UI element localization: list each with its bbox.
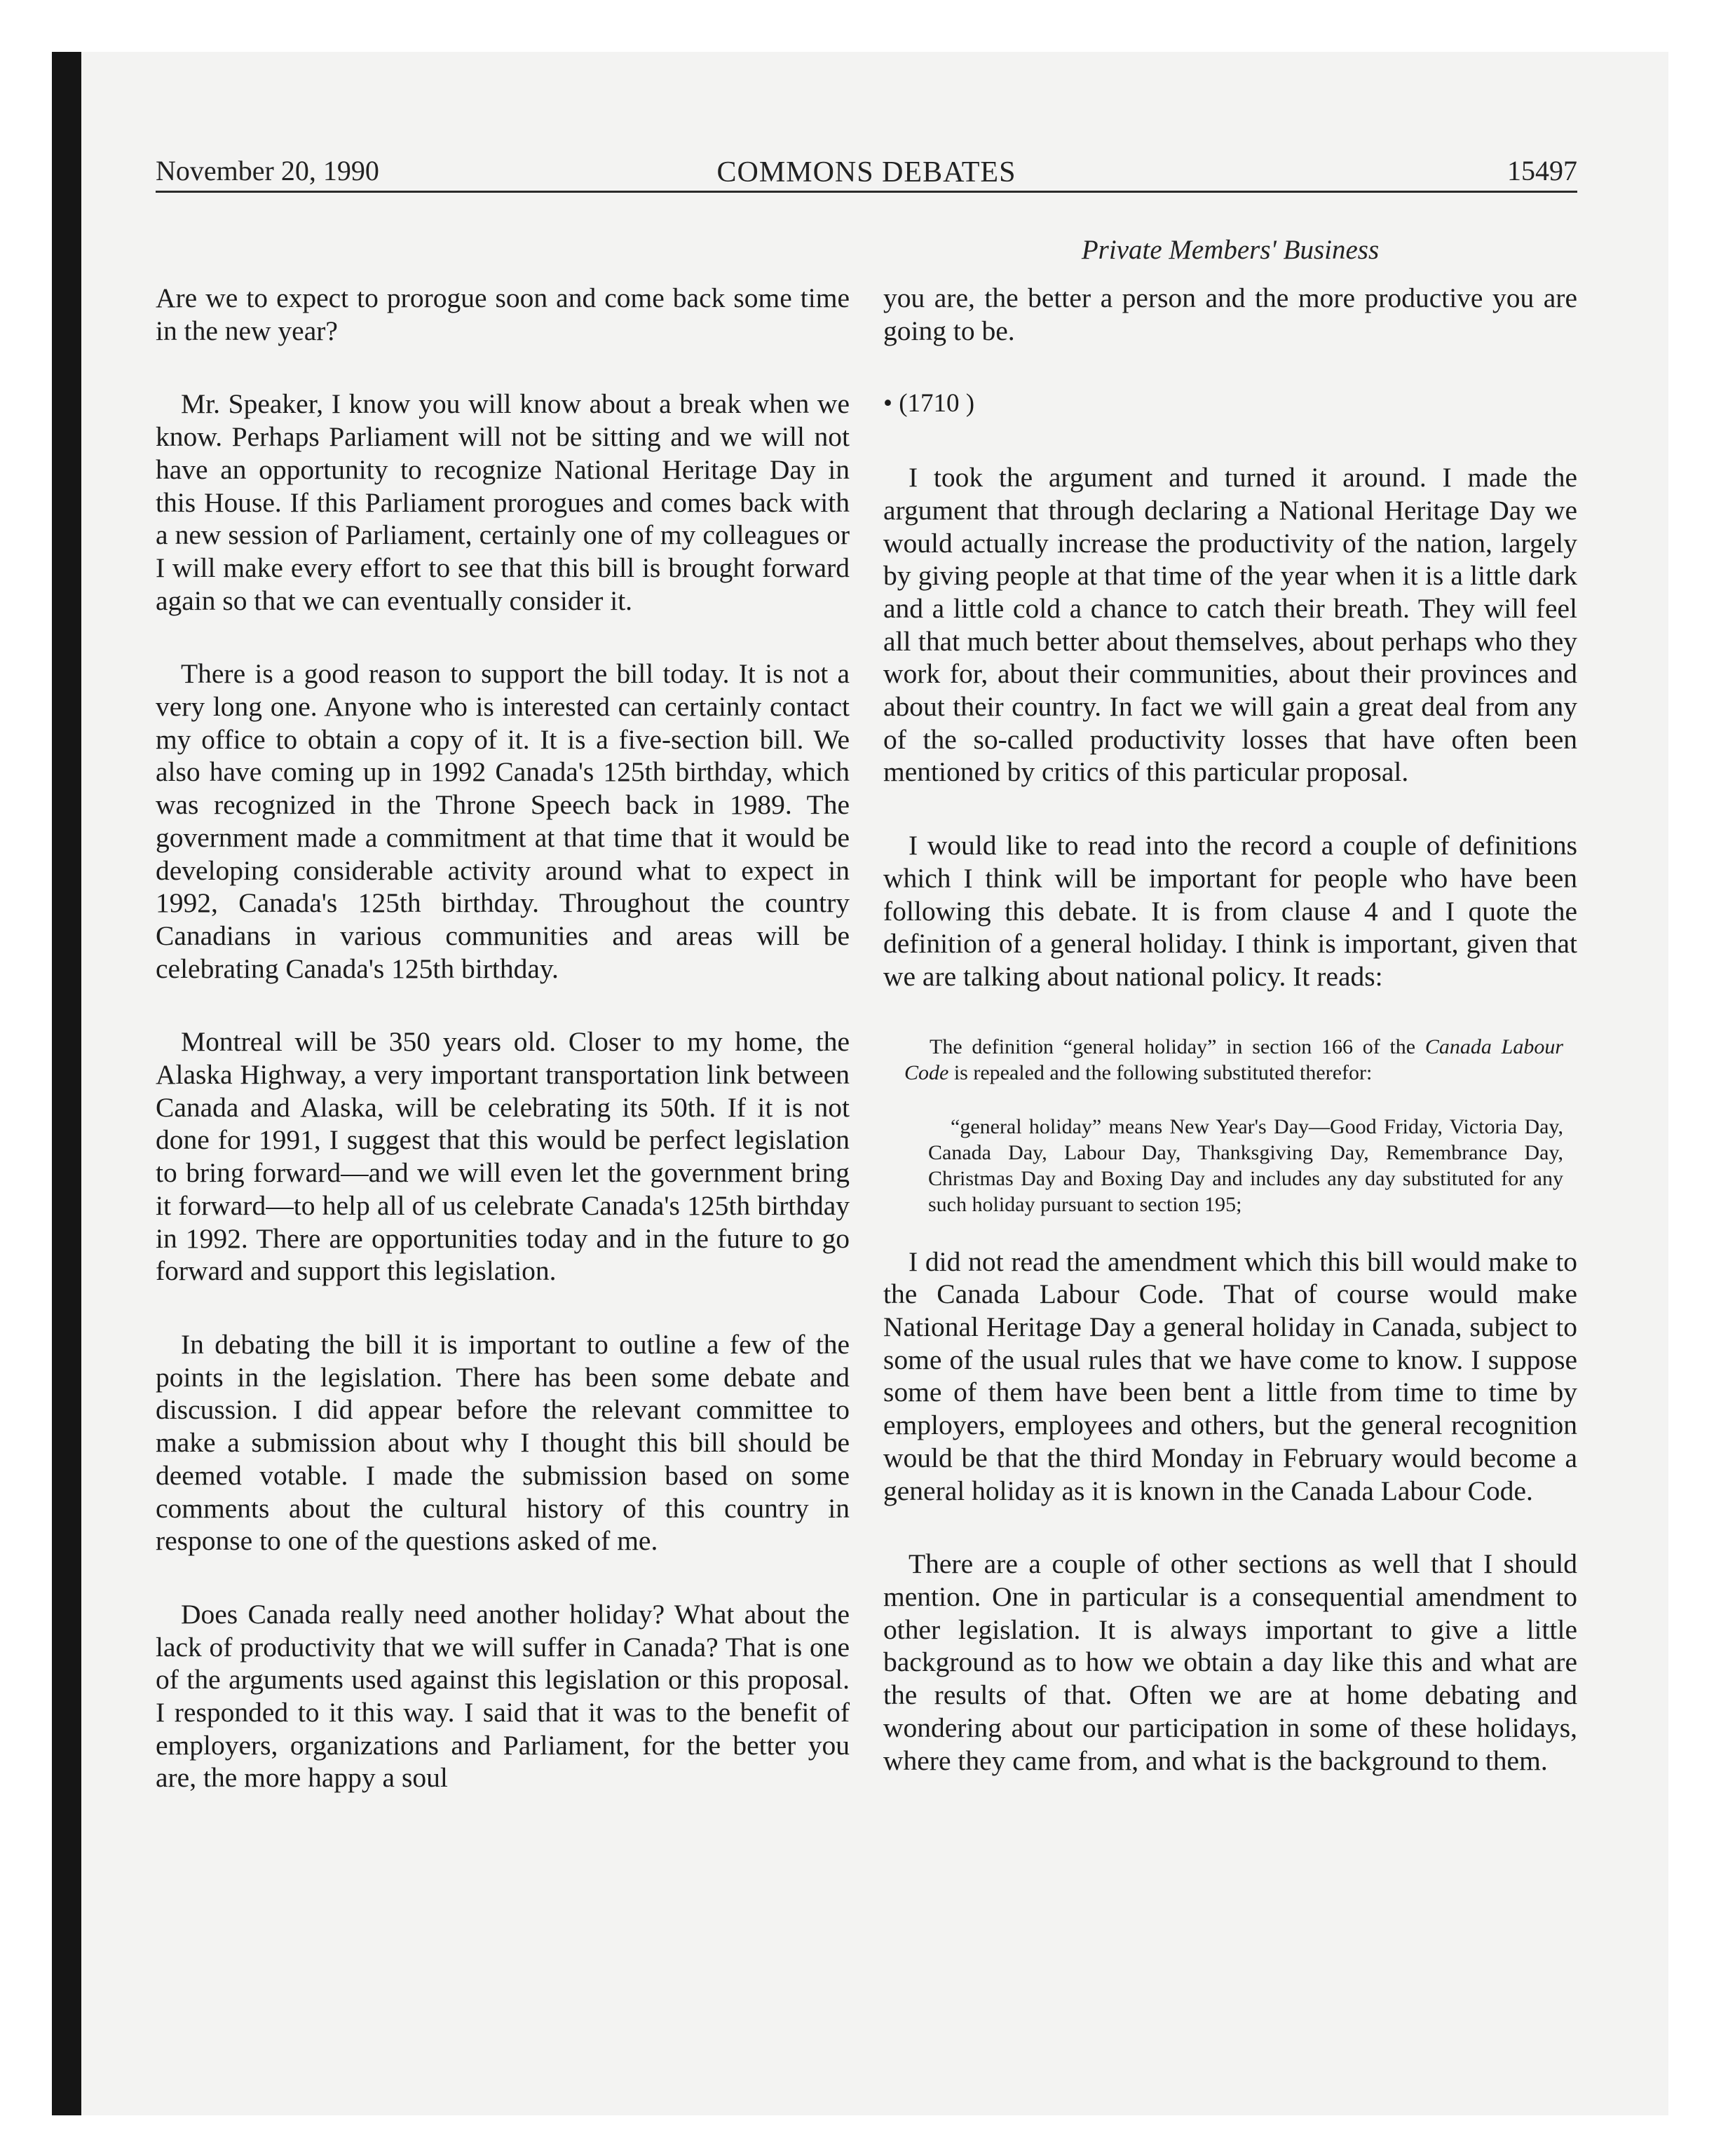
block-quote-definition: “general holiday” means New Year's Day—Good Friday, Victoria Day, Canada Day, Labour Day, Thanksgiving Day, Remembrance Day, Christmas Day and Boxing Day and includes any day substituted for any such holiday pursuant to section 195; [928, 1114, 1563, 1216]
header-rule [156, 191, 1577, 193]
left-column [156, 282, 850, 1835]
quote-italic-title: Canada Labour Code [904, 1035, 1563, 1084]
right-column [883, 282, 1577, 1817]
page-number: 15497 [1507, 155, 1577, 186]
header-date: November 20, 1990 [156, 155, 379, 186]
scan-edge-shadow [52, 52, 81, 2115]
paragraph: Mr. Speaker, I know you will know about a break when we know. Perhaps Parliament will not be sitting and we will not have an opportunity to recognize National Heritage Day in this House. If this Parliament prorogues and comes back with a new session of Parliament, certainly one of my colleagues or I will make every effort to see that this bill is brought forward again so that we can eventually consider it. [156, 388, 850, 616]
paragraph: you are, the better a person and the more productive you are going to be. [883, 282, 1577, 346]
paragraph: In debating the bill it is important to outline a few of the points in the legislation. There has been some debate and discussion. I did appear before the relevant committee to make a submission about why I thought this bill should be deemed votable. I made the submission based on some comments about the cultural history of this country in response to one of the questions asked of me. [156, 1328, 850, 1557]
block-quote [904, 1034, 1563, 1086]
section-label: Private Members' Business [1081, 235, 1380, 265]
paragraph: I did not read the amendment which this bill would make to the Canada Labour Code. That of course would make National Heritage Day a general holiday in Canada, subject to some of the usual rules that we have come to know. I suppose some of them have been bent a little from time to time by employers, employees and others, but the general recognition would be that the third Monday in February would become a general holiday as it is known in the Canada Labour Code. [883, 1246, 1577, 1506]
running-header [156, 146, 1577, 188]
paragraph: Does Canada really need another holiday? What about the lack of productivity that we will suffer in Canada? That is one of the arguments used against this legislation or this proposal. I responded to it this way. I said that it was to the benefit of employers, organizations and Parliament, for the better you are, the more happy a soul [156, 1598, 850, 1794]
paragraph: Montreal will be 350 years old. Closer to my home, the Alaska Highway, a very important transportation link between Canada and Alaska, will be celebrating its 50th. If it is not done for 1991, I suggest that this would be perfect legislation to bring forward—and we will even let the government bring it forward—to help all of us celebrate Canada's 125th birthday in 1992. There are opportunities today and in the future to go forward and support this legislation. [156, 1026, 850, 1287]
paragraph: Are we to expect to prorogue soon and come back some time in the new year? [156, 282, 850, 346]
quote-text: The definition “general holiday” in section 166 of the [930, 1035, 1425, 1058]
quote-text: is repealed and the following substituted therefor: [948, 1060, 1373, 1084]
time-marker: • (1710 ) [883, 389, 975, 418]
paragraph: I would like to read into the record a couple of definitions which I think will be important for people who have been following this debate. It is from clause 4 and I quote the definition of a general holiday. I think is important, given that we are talking about national policy. It reads: [883, 830, 1577, 992]
header-title: COMMONS DEBATES [716, 156, 1016, 189]
paragraph: There are a couple of other sections as well that I should mention. One in particular is a consequential amendment to other legislation. It is always important to give a little background as to how we obtain a day like this and what are the results of that. Often we are at home debating and wondering about our participation in some of these holidays, where they came from, and what is the background to them. [883, 1548, 1577, 1776]
paragraph: I took the argument and turned it around. I made the argument that through declaring a National Heritage Day we would actually increase the productivity of the nation, largely by giving people at that time of the year when it is a little dark and a little cold a chance to catch their breath. They will feel all that much better about themselves, about perhaps who they work for, about their communities, about their provinces and about their country. In fact we will gain a great deal from any of the so-called productivity losses that have often been mentioned by critics of this particular proposal. [883, 462, 1577, 788]
paragraph: There is a good reason to support the bill today. It is not a very long one. Anyone who is interested can certainly contact my office to obtain a copy of it. It is a five-section bill. We also have coming up in 1992 Canada's 125th birthday, which was recognized in the Throne Speech back in 1989. The government made a commitment at that time that it would be developing considerable activity around what to expect in 1992, Canada's 125th birthday. Throughout the country Canadians in various communities and areas will be celebrating Canada's 125th birthday. [156, 658, 850, 984]
